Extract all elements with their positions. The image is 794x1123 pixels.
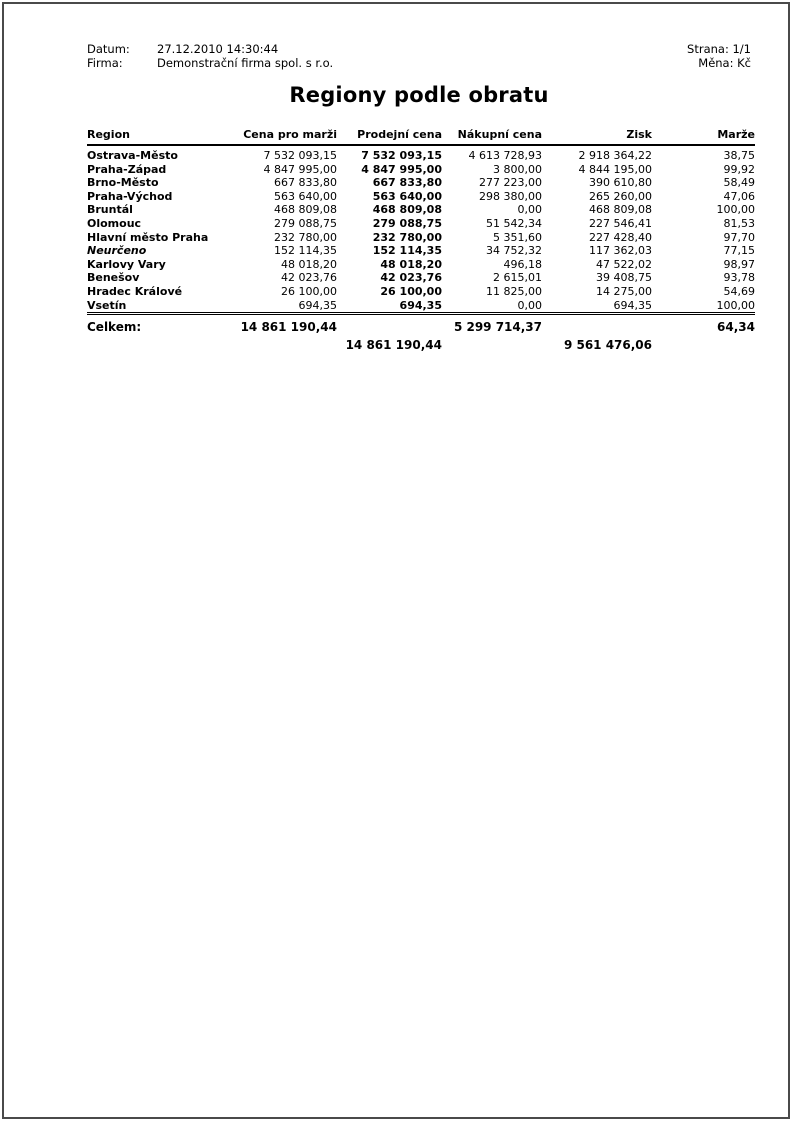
prodejni-cena-cell: 26 100,00 <box>380 284 442 298</box>
table-row <box>87 231 755 245</box>
region-cell: Olomouc <box>87 216 142 230</box>
total-zisk: 9 561 476,06 <box>563 338 652 353</box>
total-marze: 64,34 <box>652 314 755 336</box>
region-cell: Vsetín <box>87 298 127 312</box>
column-header-zisk: Zisk <box>542 128 652 145</box>
nakupni-cena-cell: 2 615,01 <box>493 271 542 285</box>
zisk-cell: 694,35 <box>613 298 652 312</box>
marze-cell: 58,49 <box>723 176 755 190</box>
total-nakupni-cena: 5 299 714,37 <box>442 314 542 336</box>
marze-cell: 81,53 <box>723 216 755 230</box>
totals-empty-cell <box>337 314 442 336</box>
marze-cell: 100,00 <box>716 203 755 217</box>
zisk-cell: 117 362,03 <box>589 244 652 258</box>
marze-cell: 54,69 <box>723 284 755 298</box>
table-row <box>87 244 755 258</box>
nakupni-cena-cell: 277 223,00 <box>479 176 542 190</box>
region-cell: Praha-Východ <box>87 189 173 203</box>
total-cena-pro-marzi: 14 861 190,44 <box>237 314 337 336</box>
report-title: Regiony podle obratu <box>289 83 549 107</box>
marze-cell: 93,78 <box>723 271 755 285</box>
nakupni-cena-cell: 51 542,34 <box>486 216 542 230</box>
header-left <box>87 42 333 70</box>
table-row <box>87 299 755 314</box>
company-row <box>87 56 333 70</box>
totals-empty-cell <box>237 335 337 353</box>
region-cell: Bruntál <box>87 203 133 217</box>
zisk-cell: 4 844 195,00 <box>578 162 652 176</box>
cena-pro-marzi-cell: 26 100,00 <box>281 284 337 298</box>
company-label: Firma: <box>87 56 123 70</box>
column-header-cena-pro-marzi: Cena pro marži <box>237 128 337 145</box>
cena-pro-marzi-cell: 468 809,08 <box>274 203 337 217</box>
region-cell: Praha-Západ <box>87 162 167 176</box>
cena-pro-marzi-cell: 48 018,20 <box>281 257 337 271</box>
column-header-region: Region <box>87 128 237 145</box>
nakupni-cena-cell: 496,18 <box>503 257 542 271</box>
zisk-cell: 39 408,75 <box>596 271 652 285</box>
column-header-prodejni-cena: Prodejní cena <box>337 128 442 145</box>
cena-pro-marzi-cell: 152 114,35 <box>274 244 337 258</box>
totals-empty-cell <box>442 335 542 353</box>
table-totals <box>87 314 755 354</box>
totals-empty-cell <box>542 314 652 336</box>
currency: Měna: Kč <box>698 56 751 70</box>
nakupni-cena-cell: 34 752,32 <box>486 244 542 258</box>
prodejni-cena-cell: 563 640,00 <box>372 189 442 203</box>
table-row <box>87 190 755 204</box>
table-row <box>87 258 755 272</box>
zisk-cell: 2 918 364,22 <box>578 149 652 162</box>
cena-pro-marzi-cell: 694,35 <box>298 298 337 312</box>
header-right <box>687 42 751 70</box>
region-cell: Hlavní město Praha <box>87 230 209 244</box>
nakupni-cena-cell: 298 380,00 <box>479 189 542 203</box>
zisk-cell: 468 809,08 <box>589 203 652 217</box>
region-cell: Brno-Město <box>87 176 159 190</box>
marze-cell: 98,97 <box>723 257 755 271</box>
cena-pro-marzi-cell: 7 532 093,15 <box>263 149 337 162</box>
cena-pro-marzi-cell: 667 833,80 <box>274 176 337 190</box>
region-cell: Karlovy Vary <box>87 257 166 271</box>
column-header-marze: Marže <box>652 128 755 145</box>
totals-empty-cell <box>87 335 237 353</box>
nakupni-cena-cell: 4 613 728,93 <box>468 149 542 162</box>
prodejni-cena-cell: 152 114,35 <box>372 244 442 258</box>
company-value: Demonstrační firma spol. s r.o. <box>157 56 334 70</box>
nakupni-cena-cell: 11 825,00 <box>486 284 542 298</box>
date-value: 27.12.2010 14:30:44 <box>157 42 279 56</box>
table-body <box>87 145 755 314</box>
region-cell: Neurčeno <box>87 244 147 258</box>
region-cell: Benešov <box>87 271 140 285</box>
region-cell: Hradec Králové <box>87 284 183 298</box>
table-header <box>87 128 755 145</box>
zisk-cell: 47 522,02 <box>596 257 652 271</box>
cena-pro-marzi-cell: 42 023,76 <box>281 271 337 285</box>
prodejni-cena-cell: 7 532 093,15 <box>361 149 442 162</box>
nakupni-cena-cell: 0,00 <box>517 203 542 217</box>
prodejni-cena-cell: 279 088,75 <box>372 216 442 230</box>
table-row <box>87 145 755 163</box>
table-row <box>87 163 755 177</box>
zisk-cell: 227 428,40 <box>589 230 652 244</box>
table-row <box>87 285 755 299</box>
nakupni-cena-cell: 3 800,00 <box>493 162 542 176</box>
column-header-nakupni-cena: Nákupní cena <box>442 128 542 145</box>
total-prodejni-cena: 14 861 190,44 <box>345 338 442 353</box>
date-row <box>87 42 333 56</box>
date-label: Datum: <box>87 42 130 56</box>
totals-label: Celkem: <box>87 314 237 336</box>
prodejni-cena-cell: 48 018,20 <box>380 257 442 271</box>
region-cell: Ostrava-Město <box>87 149 178 162</box>
report-header <box>87 42 751 70</box>
cena-pro-marzi-cell: 4 847 995,00 <box>263 162 337 176</box>
marze-cell: 77,15 <box>723 244 755 258</box>
table-row <box>87 271 755 285</box>
prodejni-cena-cell: 232 780,00 <box>372 230 442 244</box>
page-number: Strana: 1/1 <box>687 42 751 56</box>
regions-table <box>87 128 755 353</box>
marze-cell: 38,75 <box>723 149 755 162</box>
zisk-cell: 227 546,41 <box>589 216 652 230</box>
cena-pro-marzi-cell: 279 088,75 <box>274 216 337 230</box>
marze-cell: 100,00 <box>716 298 755 312</box>
report-page <box>2 2 790 1119</box>
prodejni-cena-cell: 667 833,80 <box>372 176 442 190</box>
totals-empty-cell <box>652 335 755 353</box>
prodejni-cena-cell: 42 023,76 <box>380 271 442 285</box>
prodejni-cena-cell: 694,35 <box>399 298 442 312</box>
prodejni-cena-cell: 4 847 995,00 <box>361 162 442 176</box>
marze-cell: 47,06 <box>723 189 755 203</box>
table-row <box>87 217 755 231</box>
totals-row-1 <box>87 314 755 336</box>
zisk-cell: 14 275,00 <box>596 284 652 298</box>
totals-row-2 <box>87 335 755 353</box>
prodejni-cena-cell: 468 809,08 <box>372 203 442 217</box>
nakupni-cena-cell: 5 351,60 <box>493 230 542 244</box>
cena-pro-marzi-cell: 563 640,00 <box>274 189 337 203</box>
cena-pro-marzi-cell: 232 780,00 <box>274 230 337 244</box>
table-row <box>87 203 755 217</box>
marze-cell: 97,70 <box>723 230 755 244</box>
zisk-cell: 265 260,00 <box>589 189 652 203</box>
zisk-cell: 390 610,80 <box>589 176 652 190</box>
nakupni-cena-cell: 0,00 <box>517 298 542 312</box>
table-row <box>87 176 755 190</box>
marze-cell: 99,92 <box>723 162 755 176</box>
